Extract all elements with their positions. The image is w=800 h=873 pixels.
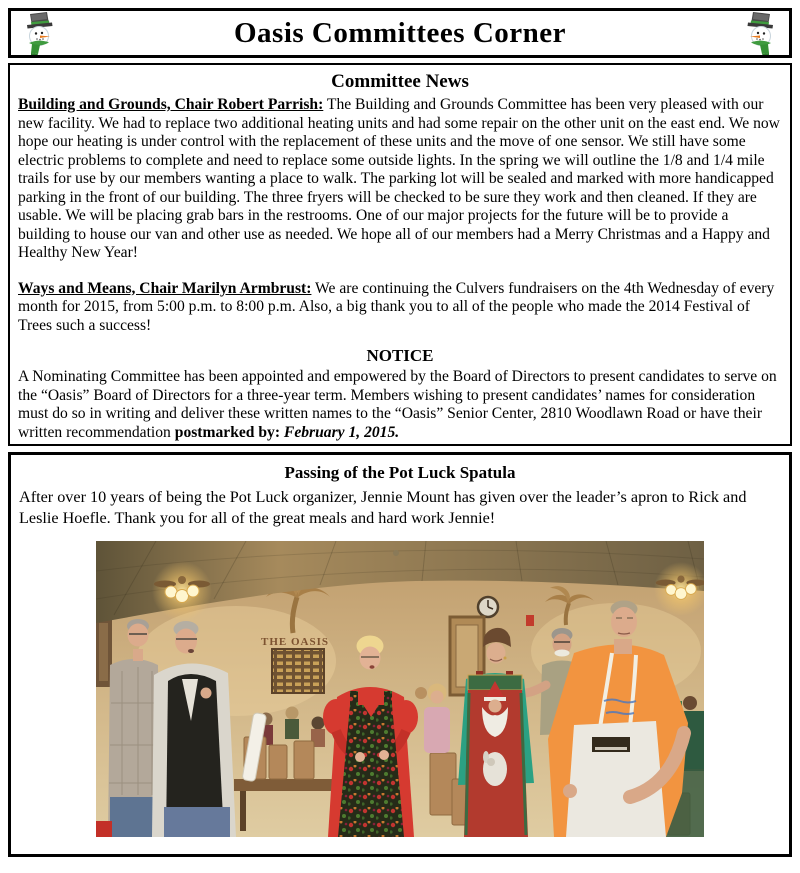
notice-postmarked-label: postmarked by:: [174, 423, 281, 441]
potluck-paragraph: After over 10 years of being the Pot Luck organizer, Jennie Mount has given over the leader’s apron to Rick and Leslie Hoefle. Thank you for all of the great meals and hard work Jennie!: [19, 488, 747, 527]
potluck-box: [8, 452, 792, 857]
banquet-room-photo: [96, 541, 704, 837]
photo-red-item: [96, 821, 112, 837]
notice-date: February 1, 2015.: [280, 423, 400, 441]
notice-body: A Nominating Committee has been appointed and empowered by the Board of Directors to present candidates to serve on the “Oasis” Board of Directors for a three-year term. Members wishing to present candidates’ names for consideration must do so in writing and deliver these written names to the “Oasis” Senior Center, 2810 Woodlawn Road or have their written recommendation: [18, 368, 777, 441]
article-lead: Building and Grounds, Chair Robert Parrish:: [18, 96, 324, 113]
newsletter-page: [0, 8, 800, 857]
potluck-heading: Passing of the Pot Luck Spatula: [284, 463, 516, 482]
oasis-sign-text: THE OASIS: [261, 636, 329, 648]
article-body: We are continuing the Culvers fundraisers on the 4th Wednesday of every month for 2015, from 5:00 p.m. to 8:00 p.m. Also, a big thank you to all of the people who made the 2014 Festival of Trees such a success!: [18, 279, 775, 334]
photo-fire-alarm: [526, 615, 534, 626]
snowman-icon: [741, 11, 781, 55]
photo-crowd-woman: [424, 684, 450, 754]
article-building-and-grounds: [18, 96, 782, 263]
committee-news-heading: Committee News: [331, 71, 469, 92]
notice-paragraph: [18, 368, 782, 442]
header-box: [8, 8, 792, 58]
committee-news-box: [8, 63, 792, 446]
page-title: Oasis Committees Corner: [233, 16, 567, 49]
article-ways-and-means: [18, 280, 782, 336]
potluck-photo: [19, 541, 781, 837]
snowman-icon-right: [739, 11, 783, 55]
photo-wall-clock: [478, 597, 498, 617]
article-body: The Building and Grounds Committee has been very pleased with our new facility. We had to replace two additional heating units and had some repair on the other unit on the east end. We now hope our heating is under control with the replacement of these units and the move of one sensor. We still have some electric problems to complete and need to replace some outside lights. In the spring we will outline the 1/8 and 1/4 mile trails for use by our members wanting a place to walk. The parking lot will be sealed and marked with more handicapped parking in the front of our building. The three fryers will be checked to be sure they work and then cleaned. If they are usable. We will be placing grab bars in the restrooms. One of our major projects for the future will be to provide a building to house our van and other use as needed. We hope all of our members had a Merry Christmas and a Happy and Healthy New Year!: [18, 96, 780, 261]
snowman-icon-left: [17, 11, 61, 55]
article-lead: Ways and Means, Chair Marilyn Armbrust:: [18, 279, 312, 297]
notice-heading: NOTICE: [366, 346, 434, 365]
snowman-icon: [19, 11, 59, 55]
photo-ceiling-lamp-left: [152, 561, 212, 621]
